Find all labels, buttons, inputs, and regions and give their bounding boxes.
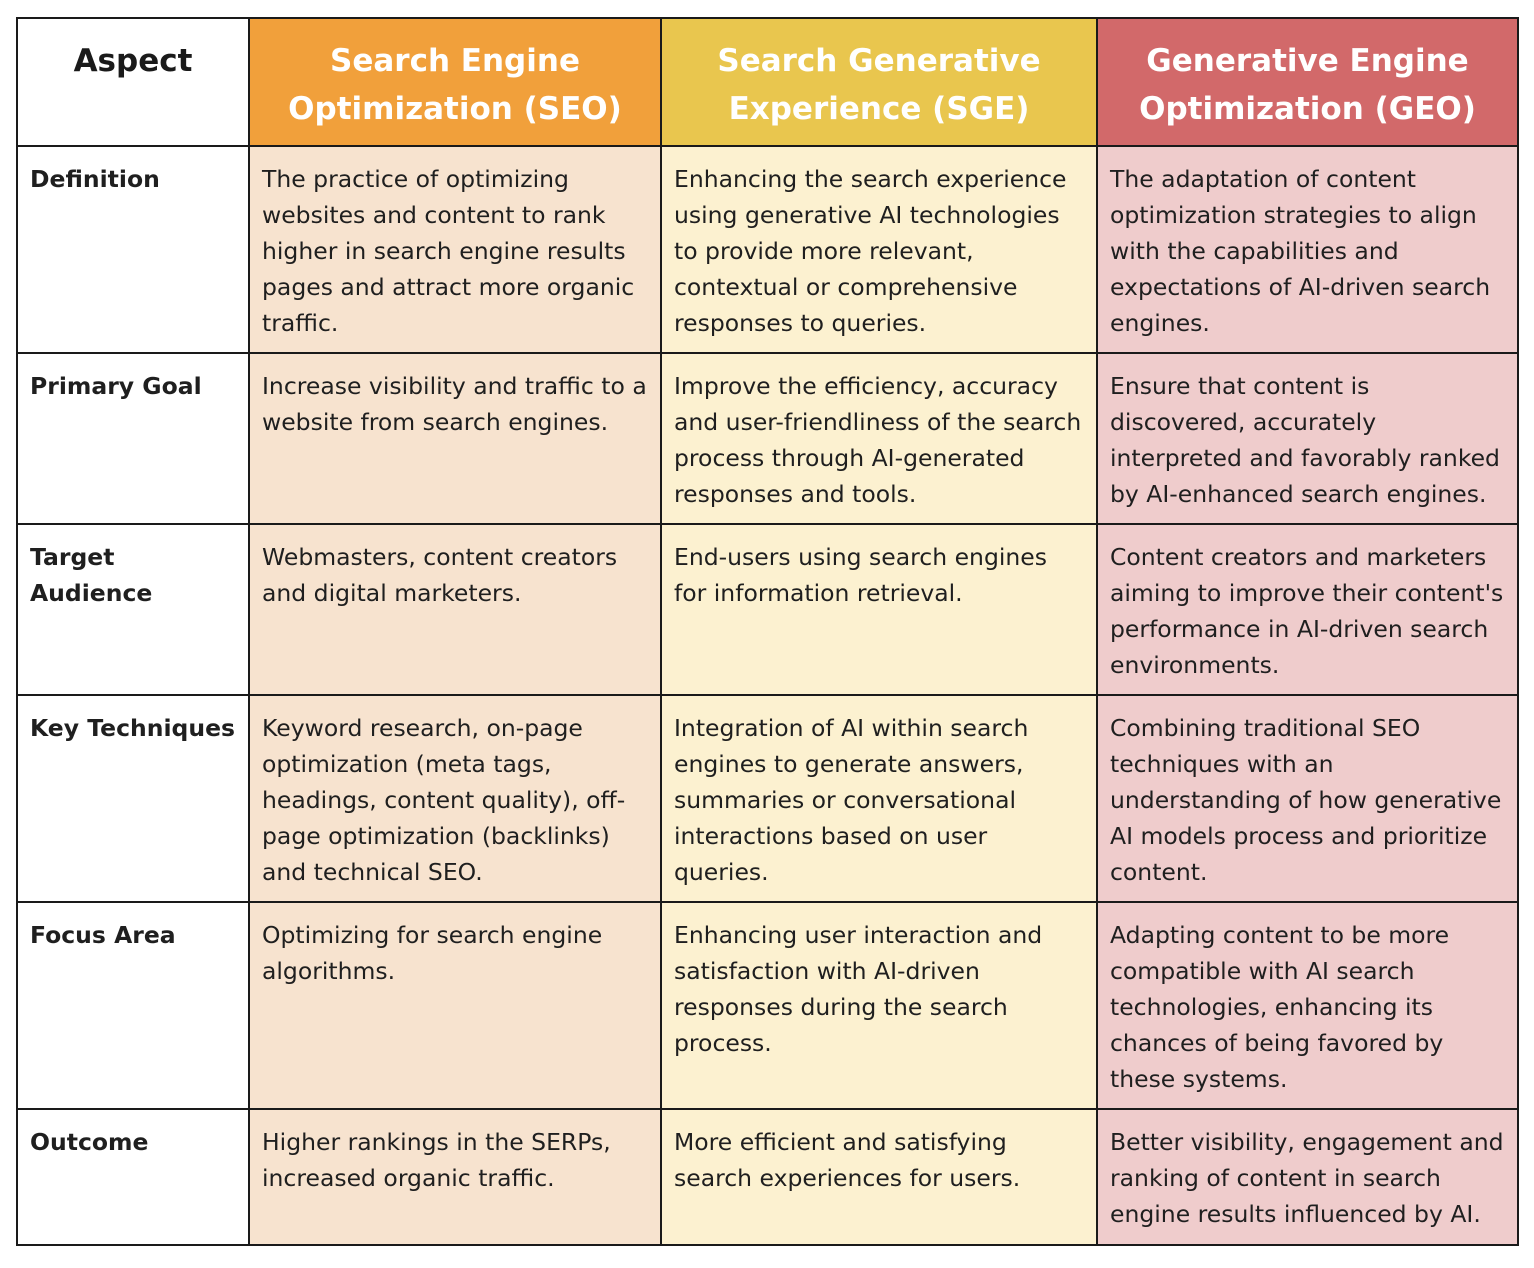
seo-cell: Webmasters, content creators and digital marketers. (249, 524, 661, 695)
row-label: Key Techniques (17, 695, 249, 902)
table-row (17, 695, 1518, 902)
header-sge: Search Generative Experience (SGE) (661, 18, 1097, 146)
header-seo: Search Engine Optimization (SEO) (249, 18, 661, 146)
row-label: Target Audience (17, 524, 249, 695)
header-geo: Generative Engine Optimization (GEO) (1097, 18, 1518, 146)
table-row (17, 146, 1518, 353)
row-label: Outcome (17, 1109, 249, 1245)
seo-cell: The practice of optimizing websites and content to rank higher in search engine results pages and attract more organic traffic. (249, 146, 661, 353)
comparison-table (16, 17, 1519, 1246)
sge-cell: End-users using search engines for information retrieval. (661, 524, 1097, 695)
seo-cell: Higher rankings in the SERPs, increased organic traffic. (249, 1109, 661, 1245)
table-row (17, 524, 1518, 695)
geo-cell: Ensure that content is discovered, accurately interpreted and favorably ranked by AI-enhanced search engines. (1097, 353, 1518, 524)
sge-cell: Enhancing the search experience using generative AI technologies to provide more relevant, contextual or comprehensive responses to queries. (661, 146, 1097, 353)
row-label: Definition (17, 146, 249, 353)
seo-cell: Increase visibility and traffic to a website from search engines. (249, 353, 661, 524)
sge-cell: More efficient and satisfying search experiences for users. (661, 1109, 1097, 1245)
table-row (17, 1109, 1518, 1245)
header-row (17, 18, 1518, 146)
row-label: Primary Goal (17, 353, 249, 524)
table-row (17, 353, 1518, 524)
header-aspect: Aspect (17, 18, 249, 146)
seo-cell: Optimizing for search engine algorithms. (249, 902, 661, 1109)
geo-cell: Better visibility, engagement and ranking of content in search engine results influenced by AI. (1097, 1109, 1518, 1245)
geo-cell: Content creators and marketers aiming to improve their content's performance in AI-driven search environments. (1097, 524, 1518, 695)
geo-cell: Combining traditional SEO techniques with an understanding of how generative AI models process and prioritize content. (1097, 695, 1518, 902)
seo-cell: Keyword research, on-page optimization (meta tags, headings, content quality), off-page optimization (backlinks) and technical SEO. (249, 695, 661, 902)
sge-cell: Integration of AI within search engines to generate answers, summaries or conversational interactions based on user queries. (661, 695, 1097, 902)
geo-cell: Adapting content to be more compatible with AI search technologies, enhancing its chances of being favored by these systems. (1097, 902, 1518, 1109)
sge-cell: Improve the efficiency, accuracy and user-friendliness of the search process through AI-generated responses and tools. (661, 353, 1097, 524)
sge-cell: Enhancing user interaction and satisfaction with AI-driven responses during the search process. (661, 902, 1097, 1109)
geo-cell: The adaptation of content optimization strategies to align with the capabilities and expectations of AI-driven search engines. (1097, 146, 1518, 353)
row-label: Focus Area (17, 902, 249, 1109)
table-row (17, 902, 1518, 1109)
